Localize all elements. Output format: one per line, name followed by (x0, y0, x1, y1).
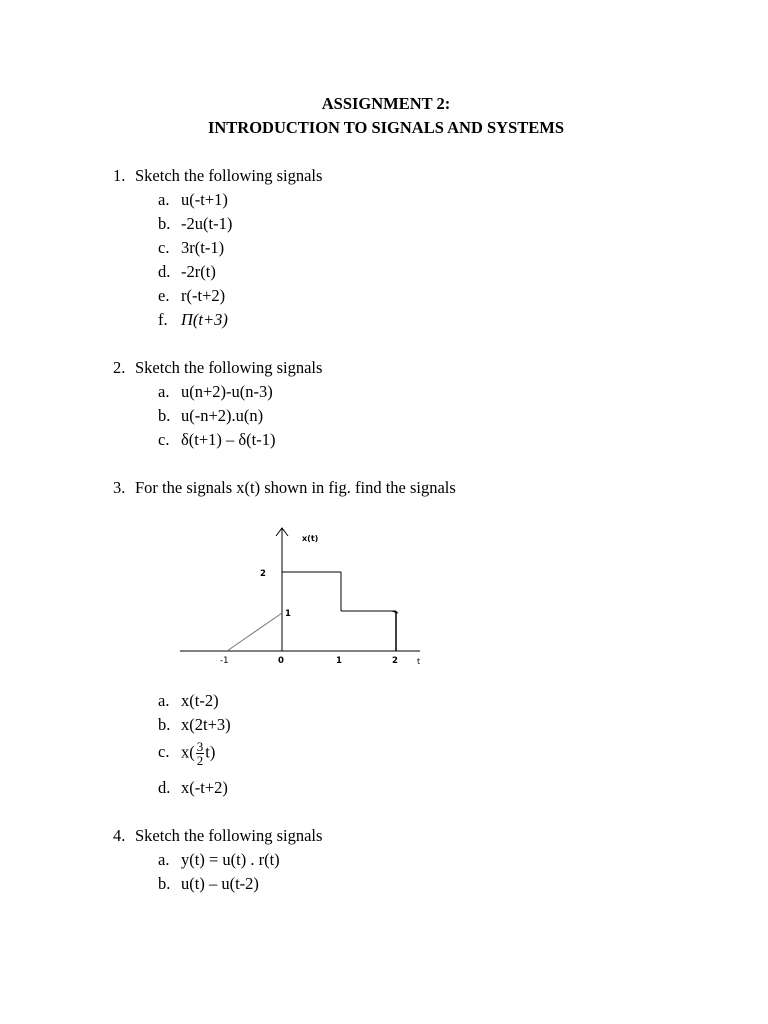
item-letter: f. (158, 310, 168, 329)
list-item (158, 190, 228, 210)
y-axis-label: x(t) (302, 534, 319, 543)
assignment-title: ASSIGNMENT 2: (321, 94, 451, 113)
item-text: y(t) = u(t) . r(t) (181, 850, 280, 869)
item-letter: c. (158, 430, 170, 449)
item-letter: c. (158, 742, 170, 762)
question-1 (113, 166, 322, 186)
question-text: Sketch the following signals (135, 166, 323, 185)
x-tick-label: 1 (336, 656, 342, 666)
question-3 (113, 478, 456, 498)
question-2 (113, 358, 322, 378)
item-letter: d. (158, 262, 171, 281)
item-text: x(t-2) (181, 691, 219, 710)
fraction-numerator: 3 (196, 739, 204, 754)
item-text: u(t) – u(t-2) (181, 874, 259, 893)
item-letter: e. (158, 286, 170, 305)
item-text: 3r(t-1) (181, 238, 225, 257)
signal-figure (170, 520, 440, 680)
x-tick-label: 0 (278, 656, 284, 666)
item-letter: b. (158, 715, 171, 734)
item-letter: b. (158, 214, 171, 233)
question-number: 4. (113, 826, 126, 845)
x-axis-label: t (417, 657, 421, 666)
item-letter: b. (158, 874, 171, 893)
item-text: Π(t+3) (181, 310, 228, 329)
item-text: δ(t+1) – δ(t-1) (181, 430, 276, 449)
question-number: 3. (113, 478, 126, 497)
item-text: u(n+2)-u(n-3) (181, 382, 273, 401)
item-text-suffix: t) (205, 742, 216, 762)
question-text: Sketch the following signals (135, 826, 323, 845)
item-text: -2r(t) (181, 262, 216, 281)
list-item (158, 874, 259, 894)
list-item (158, 310, 228, 330)
list-item (158, 406, 263, 426)
item-text: x(-t+2) (181, 778, 228, 797)
question-text: For the signals x(t) shown in fig. find the signals (135, 478, 456, 497)
list-item (158, 286, 225, 306)
list-item (158, 382, 273, 402)
item-text: u(-n+2).u(n) (181, 406, 264, 425)
question-number: 1. (113, 166, 126, 185)
list-item (158, 214, 232, 234)
item-letter: c. (158, 238, 170, 257)
item-text: u(-t+1) (181, 190, 228, 209)
item-letter: a. (158, 850, 170, 869)
question-4 (113, 826, 322, 846)
item-text: x(2t+3) (181, 715, 231, 734)
item-text-prefix: x( (181, 742, 195, 762)
fraction (196, 740, 205, 767)
item-letter: d. (158, 778, 171, 797)
question-text: Sketch the following signals (135, 358, 323, 377)
item-text: -2u(t-1) (181, 214, 233, 233)
list-item (158, 740, 215, 767)
list-item (158, 715, 231, 735)
item-text: r(-t+2) (181, 286, 226, 305)
list-item (158, 778, 228, 798)
x-tick-label: 2 (392, 656, 398, 666)
ramp-segment (227, 613, 282, 651)
list-item (158, 691, 219, 711)
item-letter: a. (158, 382, 170, 401)
question-number: 2. (113, 358, 126, 377)
list-item (158, 238, 224, 258)
list-item (158, 262, 216, 282)
item-letter: b. (158, 406, 171, 425)
y-tick-label: 1 (285, 609, 291, 619)
assignment-subtitle: INTRODUCTION TO SIGNALS AND SYSTEMS (207, 118, 565, 137)
fraction-denominator: 2 (196, 753, 204, 768)
item-letter: a. (158, 190, 170, 209)
list-item (158, 850, 280, 870)
list-item (158, 430, 276, 450)
x-tick-label: -1 (220, 656, 229, 666)
y-tick-label: 2 (260, 569, 266, 579)
item-letter: a. (158, 691, 170, 710)
